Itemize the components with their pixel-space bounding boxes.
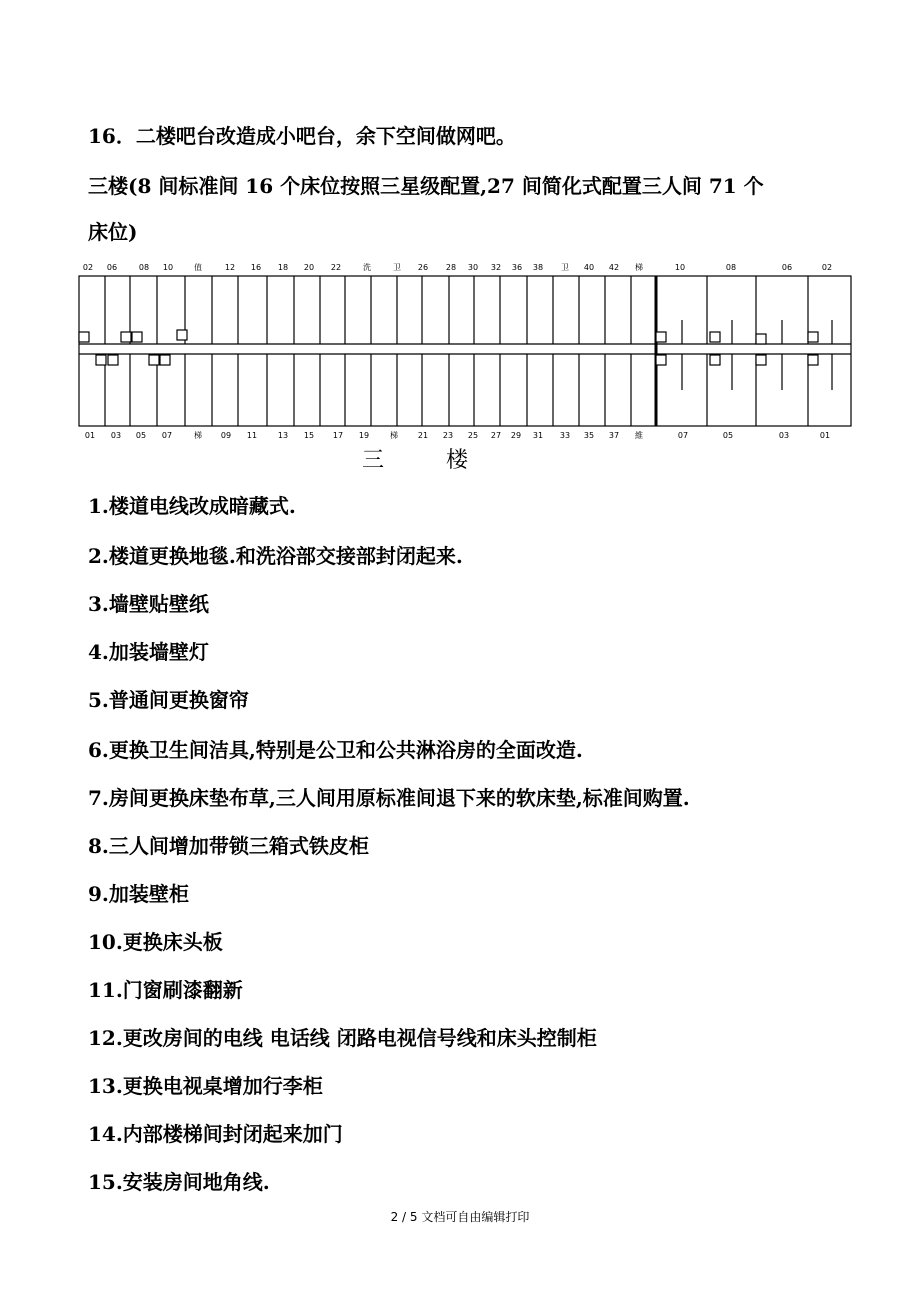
room-number-label: 22 (330, 263, 342, 272)
door (121, 332, 131, 342)
door (808, 355, 818, 365)
room-number-label: 07 (161, 431, 173, 440)
room-number-label: 10 (674, 263, 686, 272)
room-number-label: 15 (303, 431, 315, 440)
room-number-label: 18 (277, 263, 289, 272)
room-number-label: 梯 (194, 431, 202, 440)
room-number-label: 25 (467, 431, 479, 440)
room-number-label: 40 (583, 263, 595, 272)
room-number-label: 03 (110, 431, 122, 440)
floor-plan-title-char: 三 (362, 448, 385, 473)
door (79, 332, 89, 342)
renovation-item: 4.加装墙壁灯 (88, 640, 209, 664)
door (710, 332, 720, 342)
door (656, 355, 666, 365)
floor-plan-body (79, 276, 851, 426)
renovation-item: 15.安装房间地角线. (88, 1170, 270, 1194)
room-number-label: 06 (781, 263, 793, 272)
room-number-label: 20 (303, 263, 315, 272)
room-number-label: 01 (84, 431, 96, 440)
page-footer: 2 / 5 文档可自由编辑打印 (390, 1210, 530, 1224)
room-number-label: 02 (821, 263, 833, 272)
room-number-label: 09 (220, 431, 232, 440)
room-number-label: 17 (332, 431, 344, 440)
third-floor-summary-line1: 三楼(8 间标准间 16 个床位按照三星级配置,27 间简化式配置三人间 71 个 (88, 174, 764, 198)
room-number-label: 維 (635, 431, 643, 440)
plan-outer-wall (79, 276, 851, 426)
top-room-labels (83, 262, 832, 272)
room-number-label: 38 (532, 263, 544, 272)
renovation-item: 1.楼道电线改成暗藏式. (88, 494, 296, 518)
door (808, 332, 818, 342)
door (108, 355, 118, 365)
room-number-label: 31 (532, 431, 544, 440)
room-number-label: 16 (250, 263, 262, 272)
room-number-label: 05 (135, 431, 147, 440)
room-number-label: 23 (442, 431, 454, 440)
room-number-label: 12 (224, 263, 236, 272)
room-number-label: 42 (608, 263, 620, 272)
renovation-item: 12.更改房间的电线 电话线 闭路电视信号线和床头控制柜 (88, 1026, 597, 1050)
room-number-label: 08 (138, 263, 150, 272)
door (710, 355, 720, 365)
room-number-label: 36 (511, 263, 523, 272)
room-number-label: 11 (246, 431, 258, 440)
renovation-item: 2.楼道更换地毯.和洗浴部交接部封闭起来. (88, 544, 463, 568)
renovation-item: 7.房间更换床垫布草,三人间用原标准间退下来的软床垫,标准间购置. (88, 786, 690, 810)
renovation-item: 5.普通间更换窗帘 (88, 688, 249, 712)
door (132, 332, 142, 342)
renovation-item: 9.加装壁柜 (88, 882, 189, 906)
room-number-label: 27 (490, 431, 502, 440)
renovation-item: 13.更换电视桌增加行李柜 (88, 1074, 323, 1098)
door (756, 355, 766, 365)
room-number-label: 洗 (363, 263, 371, 272)
room-number-label: 07 (677, 431, 689, 440)
floor-plan-title-char: 楼 (446, 448, 469, 473)
renovation-item: 6.更换卫生间洁具,特别是公卫和公共淋浴房的全面改造. (88, 738, 583, 762)
renovation-item: 10.更换床头板 (88, 930, 223, 954)
room-number-label: 03 (778, 431, 790, 440)
renovation-item: 14.内部楼梯间封闭起来加门 (88, 1122, 343, 1146)
room-number-label: 29 (510, 431, 522, 440)
renovation-item: 3.墙壁贴壁纸 (88, 592, 209, 616)
room-number-label: 01 (819, 431, 831, 440)
room-number-label: 32 (490, 263, 502, 272)
door (656, 332, 666, 342)
room-number-label: 05 (722, 431, 734, 440)
renovation-item: 8.三人间增加带锁三箱式铁皮柜 (88, 834, 369, 858)
floor-plan (76, 258, 856, 448)
third-floor-summary-line2: 床位) (88, 220, 138, 244)
room-number-label: 卫 (393, 263, 401, 272)
renovation-item: 11.门窗刷漆翻新 (88, 978, 243, 1002)
room-number-label: 33 (559, 431, 571, 440)
room-number-label: 37 (608, 431, 620, 440)
room-number-label: 卫 (561, 263, 569, 272)
door (756, 334, 766, 344)
item-16: 16．二楼吧台改造成小吧台，余下空间做网吧。 (88, 124, 516, 148)
room-number-label: 13 (277, 431, 289, 440)
room-number-label: 02 (82, 263, 94, 272)
door (96, 355, 106, 365)
door (160, 355, 170, 365)
room-number-label: 35 (583, 431, 595, 440)
room-number-label: 06 (106, 263, 118, 272)
room-number-label: 26 (417, 263, 429, 272)
room-number-label: 10 (162, 263, 174, 272)
door (177, 330, 187, 340)
room-number-label: 30 (467, 263, 479, 272)
floor-plan-title (362, 450, 468, 472)
room-number-label: 21 (417, 431, 429, 440)
bottom-room-labels (85, 430, 830, 440)
room-number-label: 19 (358, 431, 370, 440)
room-number-label: 08 (725, 263, 737, 272)
door (149, 355, 159, 365)
room-number-label: 28 (445, 263, 457, 272)
room-number-label: 梯 (390, 431, 398, 440)
room-number-label: 值 (194, 263, 202, 272)
room-number-label: 梯 (635, 263, 643, 272)
